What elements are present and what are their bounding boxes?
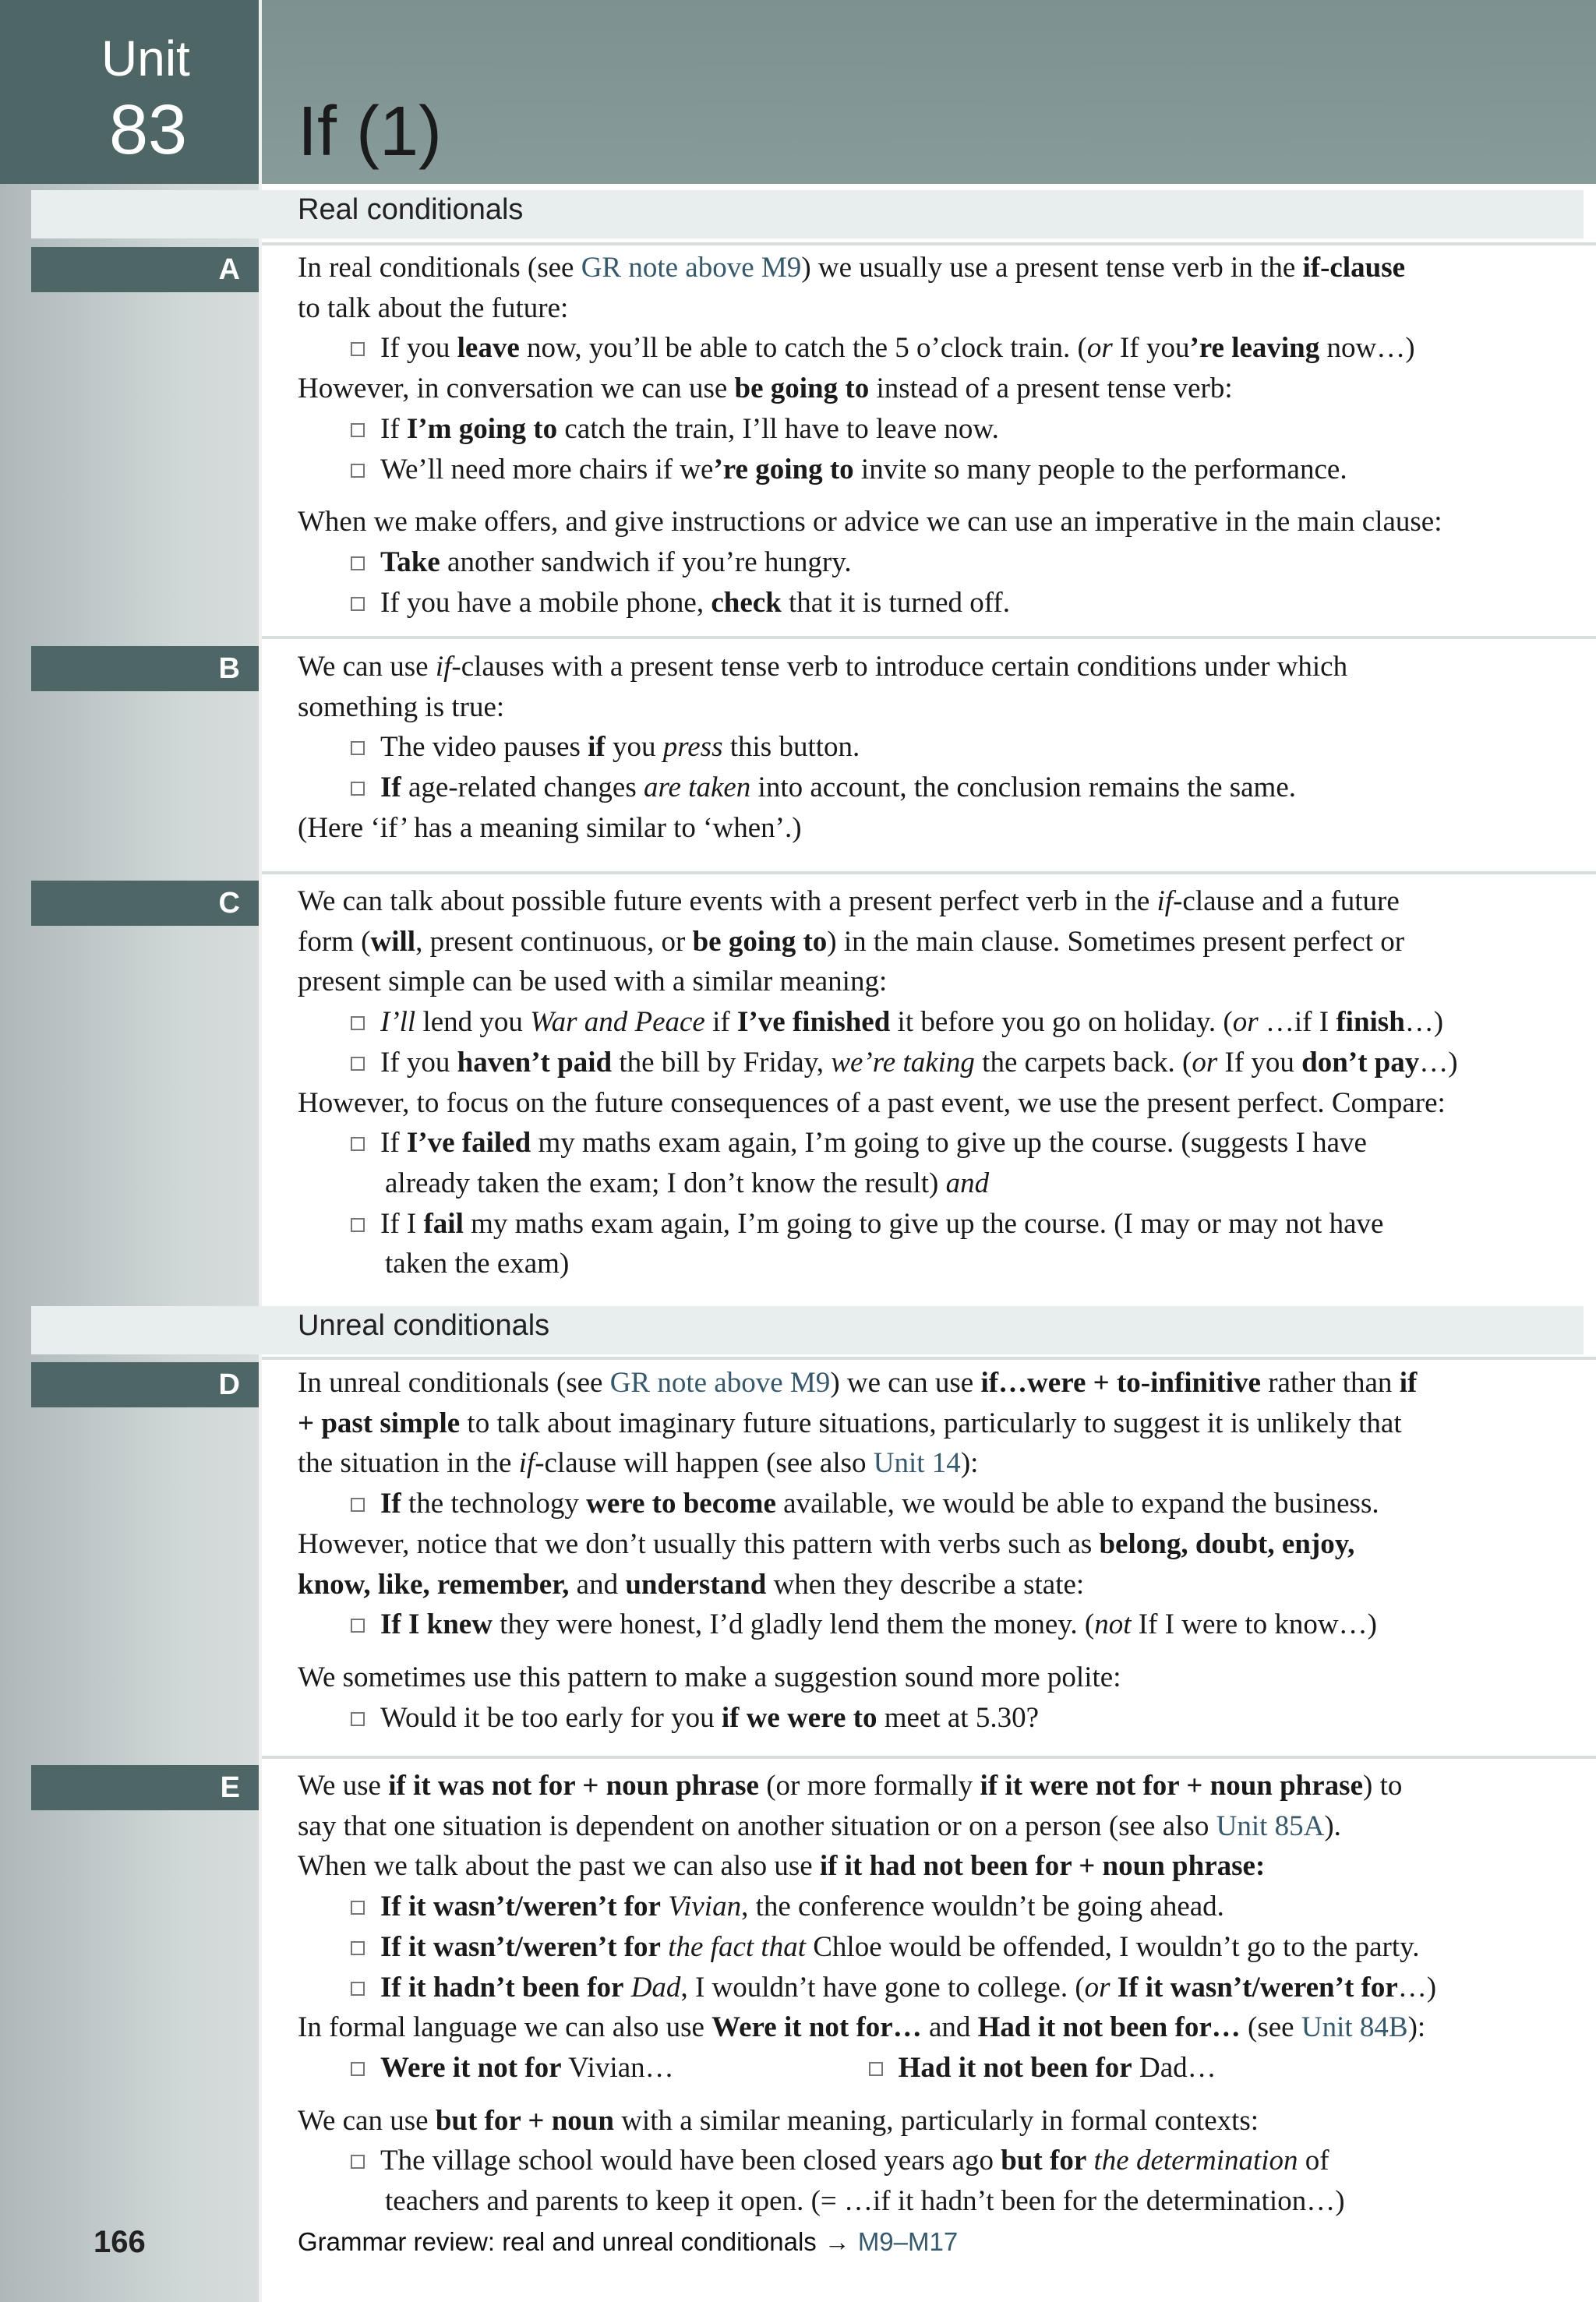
section-label-a: A bbox=[31, 247, 259, 292]
checkbox-bullet-icon bbox=[351, 556, 365, 570]
example-item: Were it not for Vivian… Had it not been for Dad… bbox=[298, 2048, 1591, 2088]
checkbox-bullet-icon bbox=[351, 1218, 365, 1232]
subheading-band-unreal bbox=[31, 1306, 1584, 1354]
section-e-body: We use if it was not for + noun phrase (or more formally if it were not for + noun phrase) to say that one situation is dependent on another situation or on a person (see also Unit 85A). When we talk about the past we can also use if it had not been for + noun phrase: If it wasn’t/weren’t for Vivian, the conference wouldn’t be going ahead. If it wasn’t/weren’t for the fact that Chloe would be offended, I wouldn’t go to the party. If it hadn’t been for Dad, I wouldn’t have gone to college. (or If it wasn’t/weren’t for…) In formal language we can also use Were it not for… and Had it not been for… (see Unit 84B): Were it not for Vivian… Had it not been for Dad… We can use but for + noun with a similar meaning, particularly in formal contexts: The village school would have been closed years ago but for the determination of teachers and parents to keep it open. (= …if it hadn’t been for the determination…) bbox=[298, 1766, 1591, 2222]
footer-grammar-review bbox=[298, 2227, 958, 2257]
arrow-right-icon: → bbox=[824, 2227, 850, 2256]
page-title: If (1) bbox=[298, 93, 443, 171]
checkbox-bullet-icon bbox=[351, 423, 365, 437]
page-number: 166 bbox=[94, 2225, 146, 2259]
section-label-e: E bbox=[31, 1765, 259, 1810]
checkbox-bullet-icon bbox=[351, 1941, 365, 1955]
checkbox-bullet-icon bbox=[351, 782, 365, 796]
section-b-body: We can use if-clauses with a present tense verb to introduce certain conditions under which something is true: The video pauses if you press this button. If age-related changes are taken into account, the conclusion remains the same. (Here ‘if’ has a meaning similar to ‘when’.) bbox=[298, 647, 1591, 849]
example-item: If I’m going to catch the train, I’ll have to leave now. bbox=[298, 409, 1591, 450]
checkbox-bullet-icon bbox=[351, 464, 365, 478]
example-item: If I knew they were honest, I’d gladly lend them the money. (not If I were to know…) bbox=[298, 1605, 1591, 1645]
unit-label: Unit bbox=[101, 30, 190, 87]
example-item: If it wasn’t/weren’t for the fact that Chloe would be offended, I wouldn’t go to the party. bbox=[298, 1927, 1591, 1968]
checkbox-bullet-icon bbox=[351, 1901, 365, 1915]
unit-number: 83 bbox=[109, 91, 188, 169]
example-item: I’ll lend you War and Peace if I’ve finished it before you go on holiday. (or …if I finish…) bbox=[298, 1002, 1591, 1043]
checkbox-bullet-icon bbox=[351, 1057, 365, 1071]
checkbox-bullet-icon bbox=[351, 1137, 365, 1151]
example-item: If it wasn’t/weren’t for Vivian, the conference wouldn’t be going ahead. bbox=[298, 1887, 1591, 1927]
example-item: Take another sandwich if you’re hungry. bbox=[298, 542, 1591, 583]
cross-ref-link[interactable]: Unit 84B bbox=[1301, 2011, 1408, 2044]
cross-ref-link[interactable]: GR note above M9 bbox=[609, 1367, 831, 1399]
example-item: The video pauses if you press this button. bbox=[298, 727, 1591, 768]
subheading-real: Real conditionals bbox=[298, 193, 524, 226]
checkbox-bullet-icon bbox=[869, 2062, 883, 2076]
section-label-d: D bbox=[31, 1362, 259, 1407]
section-d-body: In unreal conditionals (see GR note above M9) we can use if…were + to-infinitive rather than if + past simple to talk about imaginary future situations, particularly to suggest it is unlikely that the situation in the if-clause will happen (see also Unit 14): If the technology were to become available, we would be able to expand the business. However, notice that we don’t usually this pattern with verbs such as belong, doubt, enjoy, know, like, remember, and understand when they describe a state: If I knew they were honest, I’d gladly lend them the money. (not If I were to know…) We sometimes use this pattern to make a suggestion sound more polite: Would it be too early for you if we were to meet at 5.30? bbox=[298, 1363, 1591, 1738]
example-item: We’ll need more chairs if we’re going to invite so many people to the performance. bbox=[298, 450, 1591, 490]
example-item: The village school would have been closed years ago but for the determination of bbox=[298, 2141, 1591, 2181]
section-label-b: B bbox=[31, 646, 259, 691]
section-a-body: In real conditionals (see GR note above M9) we usually use a present tense verb in the if-clause to talk about the future: If you leave now, you’ll be able to catch the 5 o’clock train. (or If you’re leaving now…) However, in conversation we can use be going to instead of a present tense verb: If I’m going to catch the train, I’ll have to leave now. We’ll need more chairs if we’re going to invite so many people to the performance. When we make offers, and give instructions or advice we can use an imperative in the main clause: Take another sandwich if you’re hungry. If you have a mobile phone, check that it is turned off. bbox=[298, 248, 1591, 623]
cross-ref-link[interactable]: GR note above M9 bbox=[581, 252, 802, 284]
section-label-c: C bbox=[31, 881, 259, 926]
cross-ref-link[interactable]: Unit 14 bbox=[873, 1447, 961, 1480]
section-divider bbox=[262, 242, 1596, 245]
section-divider bbox=[262, 636, 1596, 639]
sidebar bbox=[0, 0, 259, 2302]
example-item: Would it be too early for you if we were to meet at 5.30? bbox=[298, 1698, 1591, 1739]
section-c-body: We can talk about possible future events with a present perfect verb in the if-clause and a future form (will, present continuous, or be going to) in the main clause. Sometimes present perfect or present simple can be used with a similar meaning: I’ll lend you War and Peace if I’ve finished it before you go on holiday. (or …if I finish…) If you haven’t paid the bill by Friday, we’re taking the carpets back. (or If you don’t pay…) However, to focus on the future consequences of a past event, we use the present perfect. Compare: If I’ve failed my maths exam again, I’m going to give up the course. (suggests I have already taken the exam; I don’t know the result) and If I fail my maths exam again, I’m going to give up the course. (I may or may not have taken the exam) bbox=[298, 881, 1591, 1284]
checkbox-bullet-icon bbox=[351, 2155, 365, 2169]
unit-box bbox=[0, 0, 259, 184]
example-item: If it hadn’t been for Dad, I wouldn’t have gone to college. (or If it wasn’t/weren’t for…) bbox=[298, 1968, 1591, 2008]
subheading-unreal: Unreal conditionals bbox=[298, 1309, 550, 1342]
subheading-band-real bbox=[31, 190, 1584, 238]
footer-text: Grammar review: real and unreal conditionals bbox=[298, 2227, 817, 2256]
section-divider bbox=[262, 871, 1596, 874]
example-item: If I’ve failed my maths exam again, I’m going to give up the course. (suggests I have bbox=[298, 1123, 1591, 1163]
footer-refs-link[interactable]: M9–M17 bbox=[857, 2227, 959, 2256]
example-item: If the technology were to become available, we would be able to expand the business. bbox=[298, 1484, 1591, 1524]
header-band bbox=[262, 0, 1596, 184]
example-item: If you have a mobile phone, check that it is turned off. bbox=[298, 583, 1591, 623]
example-item: If you haven’t paid the bill by Friday, we’re taking the carpets back. (or If you don’t pay…) bbox=[298, 1043, 1591, 1083]
section-divider bbox=[262, 1357, 1596, 1360]
cross-ref-link[interactable]: Unit 85A bbox=[1216, 1809, 1325, 1842]
example-item: If I fail my maths exam again, I’m going to give up the course. (I may or may not have bbox=[298, 1204, 1591, 1245]
checkbox-bullet-icon bbox=[351, 1498, 365, 1512]
checkbox-bullet-icon bbox=[351, 1982, 365, 1996]
example-item: If you leave now, you’ll be able to catch the 5 o’clock train. (or If you’re leaving now…) bbox=[298, 328, 1591, 369]
example-item: If age-related changes are taken into account, the conclusion remains the same. bbox=[298, 768, 1591, 808]
checkbox-bullet-icon bbox=[351, 1016, 365, 1030]
section-divider bbox=[262, 1756, 1596, 1759]
checkbox-bullet-icon bbox=[351, 1619, 365, 1633]
checkbox-bullet-icon bbox=[351, 342, 365, 356]
checkbox-bullet-icon bbox=[351, 1712, 365, 1726]
checkbox-bullet-icon bbox=[351, 741, 365, 755]
checkbox-bullet-icon bbox=[351, 597, 365, 611]
checkbox-bullet-icon bbox=[351, 2062, 365, 2076]
